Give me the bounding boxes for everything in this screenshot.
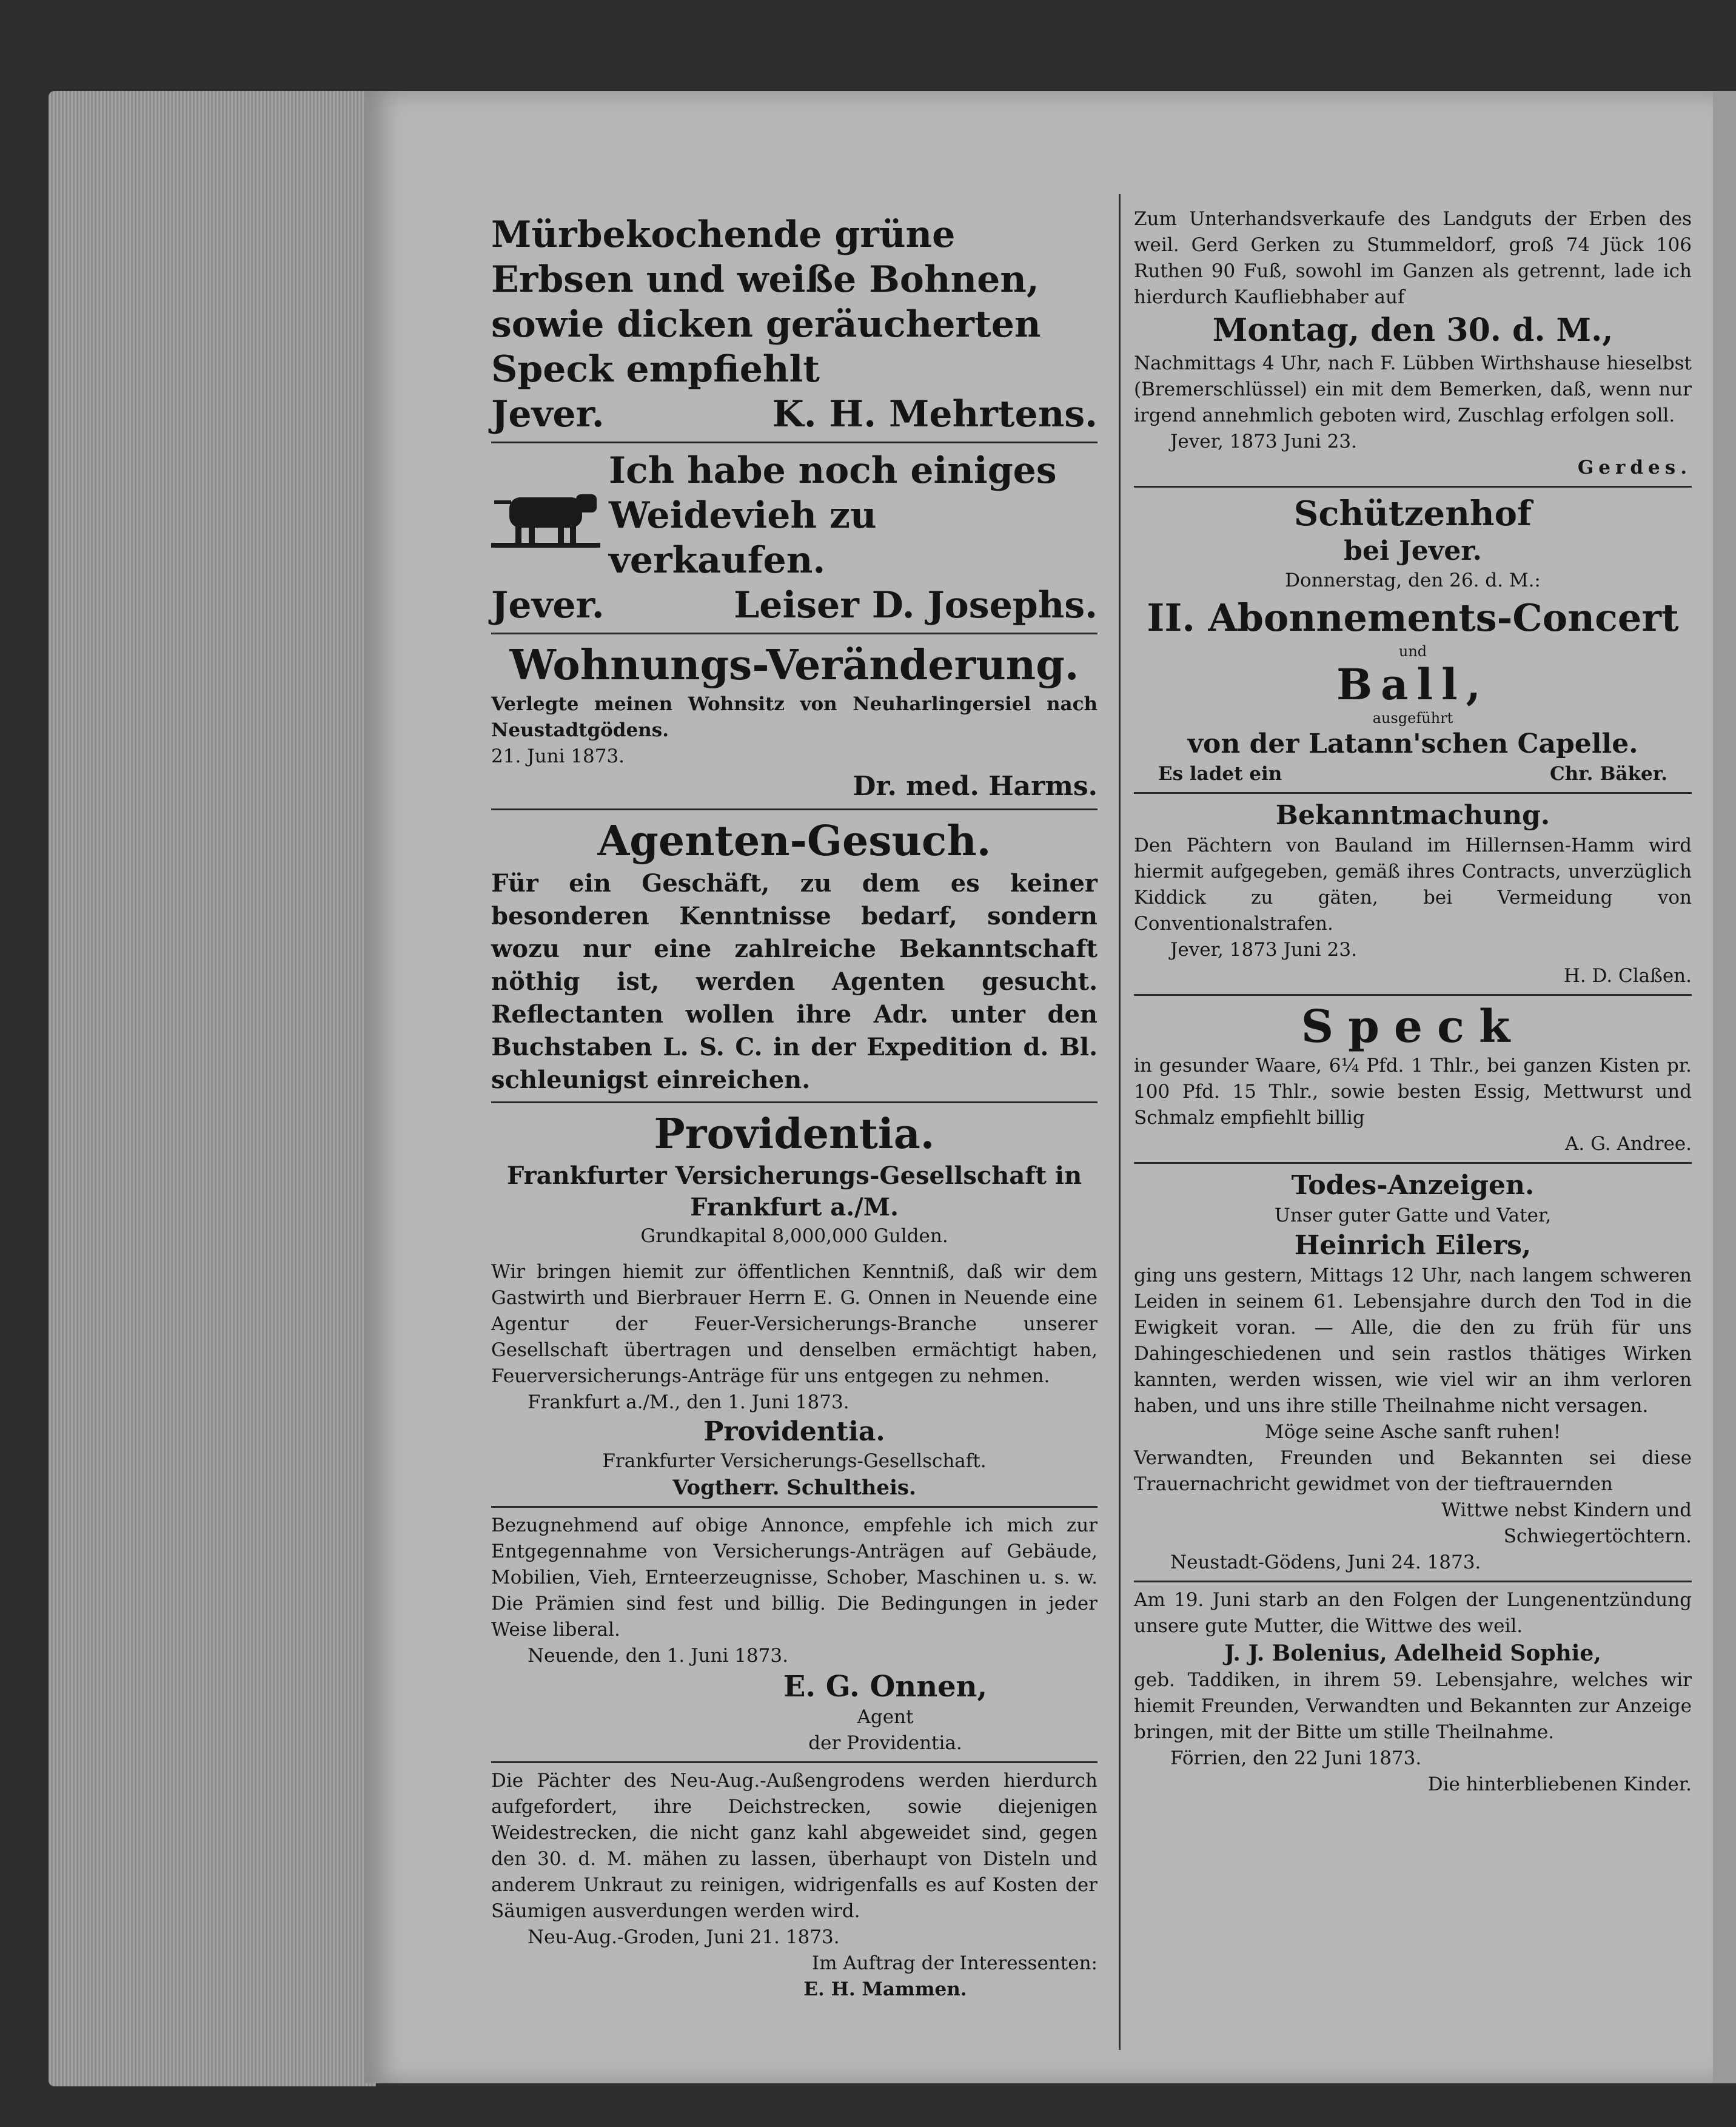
ad-text: ging uns gestern, Mittags 12 Uhr, nach langem schweren Leiden in seinem 61. Lebensjahre durch den Tod in die Ewigkeit voran. — Alle, die den zu früh für uns Dahingeschiedenen und sein rastlos thätiges Wirken kannten, werden wissen, wie viel wir an ihm verloren haben, und uns ihre stille Theilnahme nicht versagen. <box>1134 1265 1692 1417</box>
ad-text: geb. Taddiken, in ihrem 59. Lebensjahre, welches wir hiemit Freunden, Verwandten und Bekannten zur Anzeige bringen, mit der Bitte um stille Theilnahme. <box>1134 1669 1692 1743</box>
cow-icon <box>491 482 600 549</box>
ad-josephs <box>491 448 1098 628</box>
ad-signer: Chr. Bäker. <box>1549 763 1667 785</box>
ad-signer: Die hinterbliebenen Kinder. <box>1427 1773 1692 1795</box>
ad-title: Speck <box>1301 1001 1525 1053</box>
ad-text: Die Pächter des Neu-Aug.-Außengrodens werden hierdurch aufgefordert, ihre Deichstrecken, sowie diejenigen Weidestrecken, die nicht ganz kahl abgeweidet sind, gegen den 30. d. M. mähen zu lassen, überhaupt von Disteln und anderem Unkraut zu reinigen, widrigenfalls es auf Kosten der Säumigen ausverdungen werden wird. <box>491 1770 1098 1922</box>
deceased-name: J. J. Bolenius, Adelheid Sophie, <box>1224 1641 1601 1666</box>
ad-separator <box>1134 486 1692 488</box>
ad-text: Für ein Geschäft, zu dem es keiner besonderen Kenntnisse bedarf, sondern wozu nur eine zahlreiche Bekanntschaft nöthig ist, werden Agenten gesucht. Reflectanten wollen ihre Adr. unter den Buchstaben L. S. C. in der Expedition d. Bl. schleunigst einreichen. <box>491 869 1098 1094</box>
ad-separator <box>491 442 1098 443</box>
ad-sig-names: Vogtherr. Schultheis. <box>672 1476 916 1500</box>
ad-sig-title: Providentia. <box>703 1416 885 1447</box>
ad-signer: E. G. Onnen, <box>783 1670 988 1704</box>
ad-text: Am 19. Juni starb an den Folgen der Lungenentzündung unsere gute Mutter, die Wittwe des weil. <box>1134 1589 1692 1637</box>
ad-text: Verwandten, Freunden und Bekannten sei diese Trauernachricht gewidmet von der tieftrauernden <box>1134 1447 1692 1495</box>
event-und: und <box>1398 643 1427 660</box>
event-ball: Ball, <box>1336 659 1490 710</box>
ad-date: Neustadt-Gödens, Juni 24. 1873. <box>1170 1551 1481 1573</box>
ad-role: der Providentia. <box>808 1732 962 1754</box>
ad-providentia <box>491 1108 1098 1501</box>
ad-title: Providentia. <box>654 1110 935 1158</box>
ad-text: Zum Unterhandsverkaufe des Landguts der Erben des weil. Gerd Gerken zu Stummeldorf, groß 74 Jück 106 Ruthen 90 Fuß, sowohl im Ganzen als getrennt, lade ich hierdurch Kaufliebhaber auf <box>1134 208 1692 308</box>
ad-signer: A. G. Andree. <box>1564 1133 1692 1155</box>
ad-separator <box>491 1761 1098 1763</box>
ad-role: Agent <box>857 1706 914 1728</box>
ad-agenten-gesuch <box>491 815 1098 1097</box>
ad-separator <box>491 1506 1098 1508</box>
ad-signer: K. H. Mehrtens. <box>772 393 1098 435</box>
ad-date: 21. Juni 1873. <box>491 745 625 767</box>
newspaper-page <box>364 91 1713 2083</box>
ad-family: Wittwe nebst Kindern und <box>1441 1499 1692 1521</box>
ad-date: Jever, 1873 Juni 23. <box>1170 431 1357 452</box>
ad-onnen <box>491 1513 1098 1756</box>
ad-title: Todes-Anzeigen. <box>1291 1170 1535 1201</box>
ad-title: Bekanntmachung. <box>1275 800 1550 831</box>
right-column <box>1134 206 1692 1801</box>
ad-separator <box>491 808 1098 810</box>
ad-subtitle: bei Jever. <box>1344 536 1482 566</box>
ad-place: Jever. <box>491 584 605 627</box>
ad-signer: Dr. med. Harms. <box>853 771 1098 802</box>
ad-harms <box>491 639 1098 804</box>
column-divider <box>1119 194 1121 2050</box>
ad-todes-anzeige-eilers <box>1134 1169 1692 1576</box>
ad-text: Den Pächtern von Bauland im Hillernsen-Hamm wird hiermit aufgegeben, gemäß ihres Contracts, unverzüglich Kiddick zu gäten, bei Vermeidung von Conventionalstrafen. <box>1134 835 1692 935</box>
ad-text: Verlegte meinen Wohnsitz von Neuharlingersiel nach Neustadtgödens. <box>491 693 1098 741</box>
deceased-name: Heinrich Eilers, <box>1294 1230 1532 1261</box>
ad-text: Bezugnehmend auf obige Annonce, empfehle ich mich zur Entgegennahme von Versicherungs-Anträgen auf Gebäude, Mobilien, Vieh, Ernteerzeugnisse, Schober, Maschinen u. s. w. Die Prämien sind fest und billig. Die Bedingungen in jeder Weise liberal. <box>491 1514 1098 1641</box>
ad-rest: Möge seine Asche sanft ruhen! <box>1264 1421 1561 1443</box>
ad-subtitle: Frankfurter Versicherungs-Gesellschaft in Frankfurt a./M. <box>506 1161 1082 1221</box>
ad-date: Frankfurt a./M., den 1. Juni 1873. <box>528 1391 850 1413</box>
ad-intro: Unser guter Gatte und Vater, <box>1274 1205 1552 1226</box>
ad-line: Im Auftrag der Interessenten: <box>811 1952 1098 1974</box>
ad-separator <box>491 633 1098 634</box>
ad-date: Neuende, den 1. Juni 1873. <box>528 1645 788 1667</box>
event-ausgefuehrt: ausgeführt <box>1372 710 1453 727</box>
ad-text: Nachmittags 4 Uhr, nach F. Lübben Wirthshause hieselbst (Bremerschlüssel) ein mit dem Bemerken, daß, wenn nur irgend annehmlich geboten wird, Zuschlag erfolgen soll. <box>1134 352 1692 426</box>
ad-signer: H. D. Claßen. <box>1563 965 1692 987</box>
ad-text: Ich habe noch einiges Weidevieh zu verkaufen. <box>609 449 1057 582</box>
ad-schuetzenhof <box>1134 492 1692 787</box>
ad-family: Schwiegertöchtern. <box>1503 1525 1692 1547</box>
ad-separator <box>1134 994 1692 996</box>
book-page-edges <box>49 91 376 2086</box>
ad-date: Donnerstag, den 26. d. M.: <box>1285 570 1541 591</box>
ad-date-big: Montag, den 30. d. M., <box>1212 312 1614 349</box>
ad-title: Agenten-Gesuch. <box>597 817 991 865</box>
ad-title: Wohnungs-Veränderung. <box>509 641 1079 690</box>
ad-speck <box>1134 1001 1692 1157</box>
ad-separator <box>491 1101 1098 1103</box>
ad-separator <box>1134 1581 1692 1582</box>
ad-capital: Grundkapital 8,000,000 Gulden. <box>640 1225 948 1247</box>
ad-todes-anzeige-bolenius <box>1134 1587 1692 1798</box>
ad-mehrtens <box>491 212 1098 437</box>
ad-text: Wir bringen hiemit zur öffentlichen Kenntniß, daß wir dem Gastwirth und Bierbrauer Herrn E. G. Onnen in Neuende eine Agentur der Feuer-Versicherungs-Branche unserer Gesellschaft übertragen und denselben ermächtigt haben, Feuerversicherungs-Anträge für uns entgegen zu nehmen. <box>491 1261 1098 1387</box>
ad-place: Jever. <box>491 393 605 435</box>
event-band: von der Latann'schen Capelle. <box>1187 728 1638 759</box>
event-title: II. Abonnements-Concert <box>1147 596 1679 640</box>
ad-bekanntmachung <box>1134 799 1692 989</box>
ad-separator <box>1134 792 1692 794</box>
ad-date: Jever, 1873 Juni 23. <box>1170 939 1357 961</box>
ad-title: Schützenhof <box>1293 494 1532 534</box>
ad-date: Förrien, den 22 Juni 1873. <box>1170 1747 1422 1769</box>
ad-mammen <box>491 1768 1098 2003</box>
next-page-edge <box>1713 91 1736 2083</box>
ad-gerdes <box>1134 206 1692 481</box>
ad-text: Mürbekochende grüne Erbsen und weiße Bohnen, sowie dicken geräucherten Speck empfiehlt <box>491 213 1041 391</box>
ad-invite: Es ladet ein <box>1158 763 1282 785</box>
ad-text: in gesunder Waare, 6¼ Pfd. 1 Thlr., bei ganzen Kisten pr. 100 Pfd. 15 Thlr., sowie besten Essig, Mettwurst und Schmalz empfiehlt billig <box>1134 1055 1692 1129</box>
left-column <box>491 212 1098 2006</box>
ad-signer: Gerdes. <box>1577 457 1692 479</box>
ad-date: Neu-Aug.-Groden, Juni 21. 1873. <box>528 1926 840 1948</box>
ad-signer: Leiser D. Josephs. <box>734 584 1098 627</box>
ad-signer: E. H. Mammen. <box>803 1978 967 2000</box>
ad-sig-sub: Frankfurter Versicherungs-Gesellschaft. <box>602 1450 987 1472</box>
ad-separator <box>1134 1162 1692 1164</box>
